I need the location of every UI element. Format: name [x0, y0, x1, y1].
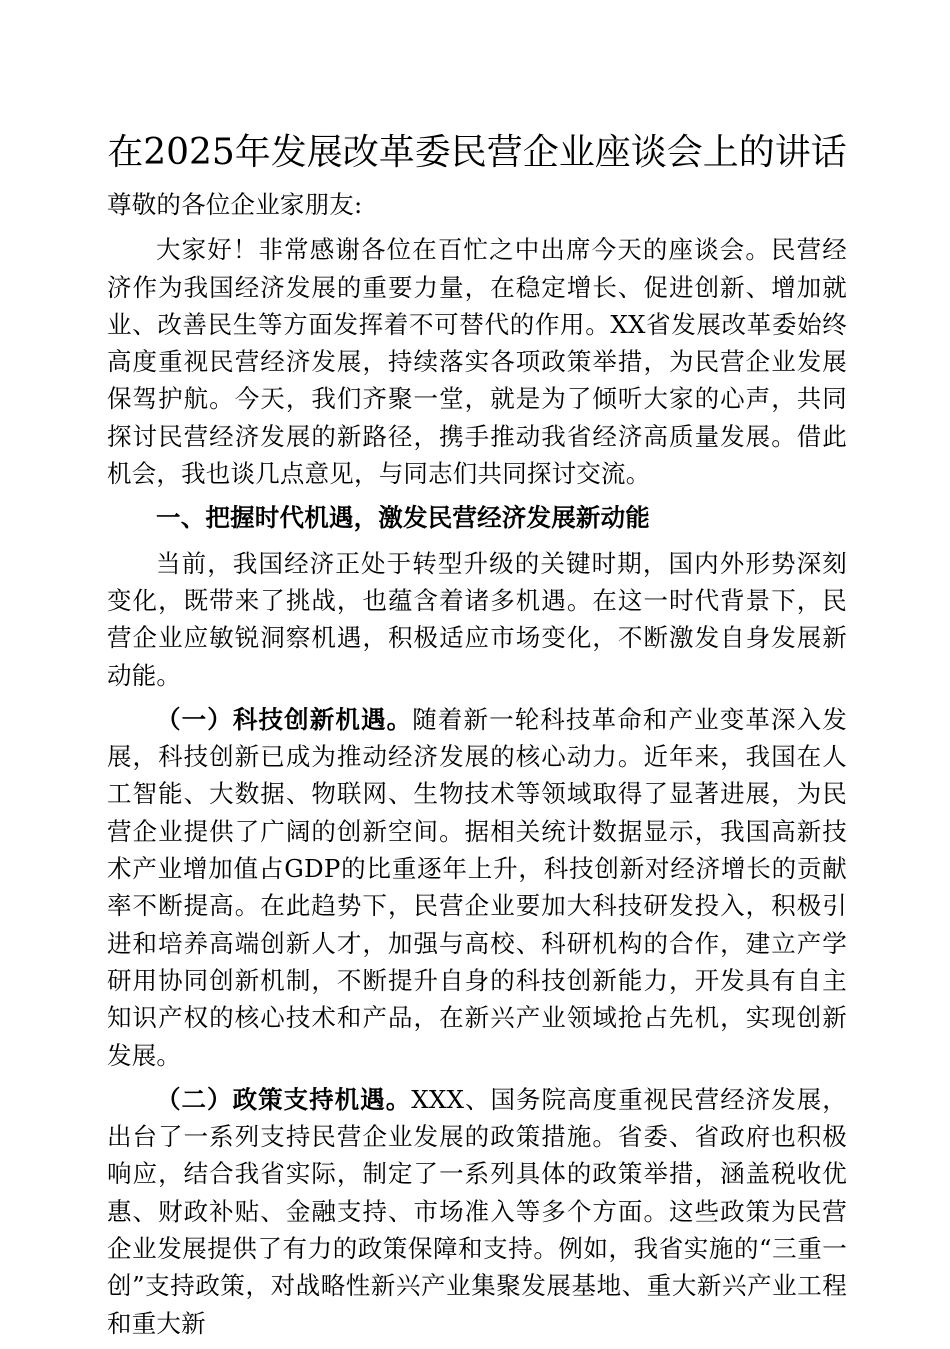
intro-paragraph: 大家好！非常感谢各位在百忙之中出席今天的座谈会。民营经济作为我国经济发展的重要力量，在稳定增长、促进创新、增加就业、改善民生等方面发挥着不可替代的作用。XX省发展改革委始终高度重视民营经济发展，持续落实各项政策举措，为民营企业发展保驾护航。今天，我们齐聚一堂，就是为了倾听大家的心声，共同探讨民营经济发展的新路径，携手推动我省经济高质量发展。借此机会，我也谈几点意见，与同志们共同探讨交流。 [107, 235, 847, 489]
document-title: 在2025年发展改革委民营企业座谈会上的讲话 [107, 132, 847, 173]
point-1-body: 随着新一轮科技革命和产业变革深入发展，科技创新已成为推动经济发展的核心动力。近年来，我国在人工智能、大数据、物联网、生物技术等领域取得了显著进展，为民营企业提供了广阔的创新空间。据相关统计数据显示，我国高新技术产业增加值占GDP的比重逐年上升，科技创新对经济增长的贡献率不断提高。在此趋势下，民营企业要加大科技研发投入，积极引进和培养高端创新人才，加强与高校、科研机构的合作，建立产学研用协同创新机制，不断提升自身的科技创新能力，开发具有自主知识产权的核心技术和产品，在新兴产业领域抢占先机，实现创新发展。 [107, 704, 848, 1070]
point-2-paragraph [107, 1081, 847, 1342]
point-1-paragraph [107, 701, 847, 1074]
section-heading-1: 一、把握时代机遇，激发民营经济发展新动能 [156, 503, 650, 533]
point-1-lead: （一）科技创新机遇。 [156, 704, 413, 734]
point-2-lead: （二）政策支持机遇。 [156, 1084, 412, 1114]
section-1-intro-paragraph: 当前，我国经济正处于转型升级的关键时期，国内外形势深刻变化，既带来了挑战，也蕴含着诸多机遇。在这一时代背景下，民营企业应敏锐洞察机遇，积极适应市场变化，不断激发自身发展新动能。 [107, 548, 847, 690]
salutation: 尊敬的各位企业家朋友: [107, 190, 363, 219]
point-2-body: XXX、国务院高度重视民营经济发展，出台了一系列支持民营企业发展的政策措施。省委、省政府也积极响应，结合我省实际，制定了一系列具体的政策举措，涵盖税收优惠、财政补贴、金融支持、市场准入等多个方面。这些政策为民营企业发展提供了有力的政策保障和支持。例如，我省实施的“三重一创”支持政策，对战略性新兴产业集聚发展基地、重大新兴产业工程和重大新 [107, 1084, 847, 1338]
document-page [107, 128, 847, 1349]
